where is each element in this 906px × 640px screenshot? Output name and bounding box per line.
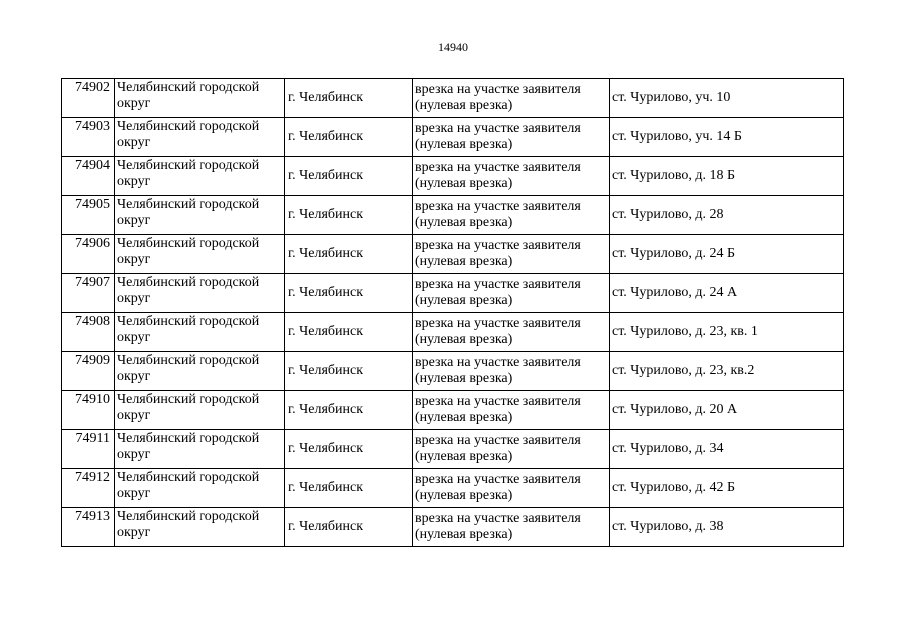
table-row [62, 235, 844, 274]
district-name-line1: Челябинский городской [117, 353, 260, 368]
address-cell [610, 313, 844, 352]
connection-type-line2: (нулевая врезка) [415, 293, 513, 308]
table-row [62, 469, 844, 508]
district-name-line2: округ [117, 291, 151, 306]
record-number-cell [62, 508, 115, 547]
district-name-line1: Челябинский городской [117, 392, 260, 407]
district-name-line2: округ [117, 174, 151, 189]
connection-type-line1: врезка на участке заявителя [415, 82, 581, 97]
connection-type-line2: (нулевая врезка) [415, 449, 513, 464]
record-number: 74905 [75, 197, 110, 212]
district-name-line1: Челябинский городской [117, 236, 260, 251]
city-name: г. Челябинск [288, 480, 364, 495]
district-name-line1: Челябинский городской [117, 509, 260, 524]
connection-type-cell [413, 391, 610, 430]
address-text: ст. Чурилово, д. 18 Б [612, 168, 736, 183]
address-text: ст. Чурилово, д. 34 [612, 441, 724, 456]
connection-type-line2: (нулевая врезка) [415, 332, 513, 347]
record-number-cell [62, 118, 115, 157]
connection-type-cell [413, 79, 610, 118]
address-cell [610, 79, 844, 118]
district-name-line2: округ [117, 525, 151, 540]
city-cell [285, 118, 413, 157]
district-name-line1: Челябинский городской [117, 275, 260, 290]
address-text: ст. Чурилово, д. 38 [612, 519, 724, 534]
city-name: г. Челябинск [288, 324, 364, 339]
connection-type-line2: (нулевая врезка) [415, 98, 513, 113]
city-name: г. Челябинск [288, 168, 364, 183]
address-cell [610, 469, 844, 508]
connection-type-line2: (нулевая врезка) [415, 527, 513, 542]
city-name: г. Челябинск [288, 363, 364, 378]
address-cell [610, 157, 844, 196]
district-cell [115, 235, 285, 274]
district-name-line1: Челябинский городской [117, 197, 260, 212]
address-text: ст. Чурилово, д. 28 [612, 207, 724, 222]
address-text: ст. Чурилово, д. 20 А [612, 402, 738, 417]
district-name-line1: Челябинский городской [117, 431, 260, 446]
connection-type-line2: (нулевая врезка) [415, 215, 513, 230]
city-cell [285, 391, 413, 430]
record-number-cell [62, 469, 115, 508]
district-cell [115, 196, 285, 235]
city-cell [285, 235, 413, 274]
connection-type-line1: врезка на участке заявителя [415, 511, 581, 526]
record-number: 74908 [75, 314, 110, 329]
address-text: ст. Чурилово, д. 23, кв. 1 [612, 324, 758, 339]
registry-table-body [62, 79, 844, 547]
district-cell [115, 508, 285, 547]
connection-type-line1: врезка на участке заявителя [415, 472, 581, 487]
district-cell [115, 313, 285, 352]
district-cell [115, 352, 285, 391]
city-cell [285, 469, 413, 508]
connection-type-cell [413, 274, 610, 313]
district-name-line2: округ [117, 252, 151, 267]
district-cell [115, 469, 285, 508]
table-row [62, 391, 844, 430]
record-number-cell [62, 235, 115, 274]
district-name-line2: округ [117, 447, 151, 462]
city-cell [285, 196, 413, 235]
record-number: 74909 [75, 353, 110, 368]
record-number: 74911 [75, 431, 110, 446]
address-text: ст. Чурилово, д. 42 Б [612, 480, 736, 495]
connection-type-line2: (нулевая врезка) [415, 410, 513, 425]
address-cell [610, 352, 844, 391]
district-cell [115, 157, 285, 196]
district-name-line2: округ [117, 96, 151, 111]
table-row [62, 79, 844, 118]
table-row [62, 508, 844, 547]
connection-type-cell [413, 313, 610, 352]
record-number: 74903 [75, 119, 110, 134]
address-text: ст. Чурилово, уч. 14 Б [612, 129, 742, 144]
record-number-cell [62, 196, 115, 235]
connection-type-line1: врезка на участке заявителя [415, 394, 581, 409]
connection-type-line2: (нулевая врезка) [415, 176, 513, 191]
district-name-line2: округ [117, 330, 151, 345]
address-cell [610, 118, 844, 157]
record-number: 74906 [75, 236, 110, 251]
connection-type-cell [413, 352, 610, 391]
city-cell [285, 313, 413, 352]
city-cell [285, 157, 413, 196]
connection-type-cell [413, 118, 610, 157]
district-name-line2: округ [117, 135, 151, 150]
connection-type-line1: врезка на участке заявителя [415, 316, 581, 331]
district-name-line1: Челябинский городской [117, 158, 260, 173]
connection-type-line1: врезка на участке заявителя [415, 277, 581, 292]
record-number: 74910 [75, 392, 110, 407]
connection-type-cell [413, 469, 610, 508]
page-number: 14940 [438, 40, 468, 54]
record-number-cell [62, 313, 115, 352]
table-row [62, 430, 844, 469]
city-cell [285, 352, 413, 391]
address-cell [610, 508, 844, 547]
district-cell [115, 430, 285, 469]
address-cell [610, 430, 844, 469]
record-number-cell [62, 352, 115, 391]
district-name-line2: округ [117, 213, 151, 228]
record-number-cell [62, 430, 115, 469]
record-number-cell [62, 79, 115, 118]
address-cell [610, 196, 844, 235]
table-row [62, 313, 844, 352]
table-row [62, 352, 844, 391]
record-number-cell [62, 157, 115, 196]
connection-type-line2: (нулевая врезка) [415, 254, 513, 269]
address-cell [610, 391, 844, 430]
record-number-cell [62, 391, 115, 430]
connection-type-cell [413, 196, 610, 235]
record-number-cell [62, 274, 115, 313]
district-cell [115, 391, 285, 430]
district-cell [115, 79, 285, 118]
connection-type-cell [413, 235, 610, 274]
address-text: ст. Чурилово, д. 23, кв.2 [612, 363, 755, 378]
connection-type-line2: (нулевая врезка) [415, 371, 513, 386]
city-name: г. Челябинск [288, 285, 364, 300]
city-name: г. Челябинск [288, 207, 364, 222]
city-cell [285, 508, 413, 547]
connection-type-line2: (нулевая врезка) [415, 488, 513, 503]
address-text: ст. Чурилово, д. 24 Б [612, 246, 736, 261]
connection-type-line1: врезка на участке заявителя [415, 355, 581, 370]
district-name-line1: Челябинский городской [117, 80, 260, 95]
city-name: г. Челябинск [288, 90, 364, 105]
connection-type-cell [413, 508, 610, 547]
district-name-line1: Челябинский городской [117, 119, 260, 134]
address-cell [610, 235, 844, 274]
city-name: г. Челябинск [288, 402, 364, 417]
record-number: 74913 [75, 509, 110, 524]
district-cell [115, 118, 285, 157]
registry-table [61, 78, 844, 547]
record-number: 74902 [75, 80, 110, 95]
table-row [62, 118, 844, 157]
city-cell [285, 274, 413, 313]
city-cell [285, 430, 413, 469]
address-text: ст. Чурилово, д. 24 А [612, 285, 738, 300]
district-cell [115, 274, 285, 313]
connection-type-line1: врезка на участке заявителя [415, 121, 581, 136]
connection-type-line2: (нулевая врезка) [415, 137, 513, 152]
district-name-line2: округ [117, 408, 151, 423]
district-name-line2: округ [117, 369, 151, 384]
city-cell [285, 79, 413, 118]
city-name: г. Челябинск [288, 246, 364, 261]
connection-type-cell [413, 157, 610, 196]
record-number: 74904 [75, 158, 110, 173]
city-name: г. Челябинск [288, 519, 364, 534]
connection-type-cell [413, 430, 610, 469]
city-name: г. Челябинск [288, 129, 364, 144]
record-number: 74907 [75, 275, 110, 290]
table-row [62, 274, 844, 313]
district-name-line1: Челябинский городской [117, 314, 260, 329]
district-name-line2: округ [117, 486, 151, 501]
address-cell [610, 274, 844, 313]
record-number: 74912 [75, 470, 110, 485]
district-name-line1: Челябинский городской [117, 470, 260, 485]
table-row [62, 196, 844, 235]
city-name: г. Челябинск [288, 441, 364, 456]
connection-type-line1: врезка на участке заявителя [415, 433, 581, 448]
connection-type-line1: врезка на участке заявителя [415, 160, 581, 175]
connection-type-line1: врезка на участке заявителя [415, 238, 581, 253]
address-text: ст. Чурилово, уч. 10 [612, 90, 731, 105]
table-row [62, 157, 844, 196]
connection-type-line1: врезка на участке заявителя [415, 199, 581, 214]
